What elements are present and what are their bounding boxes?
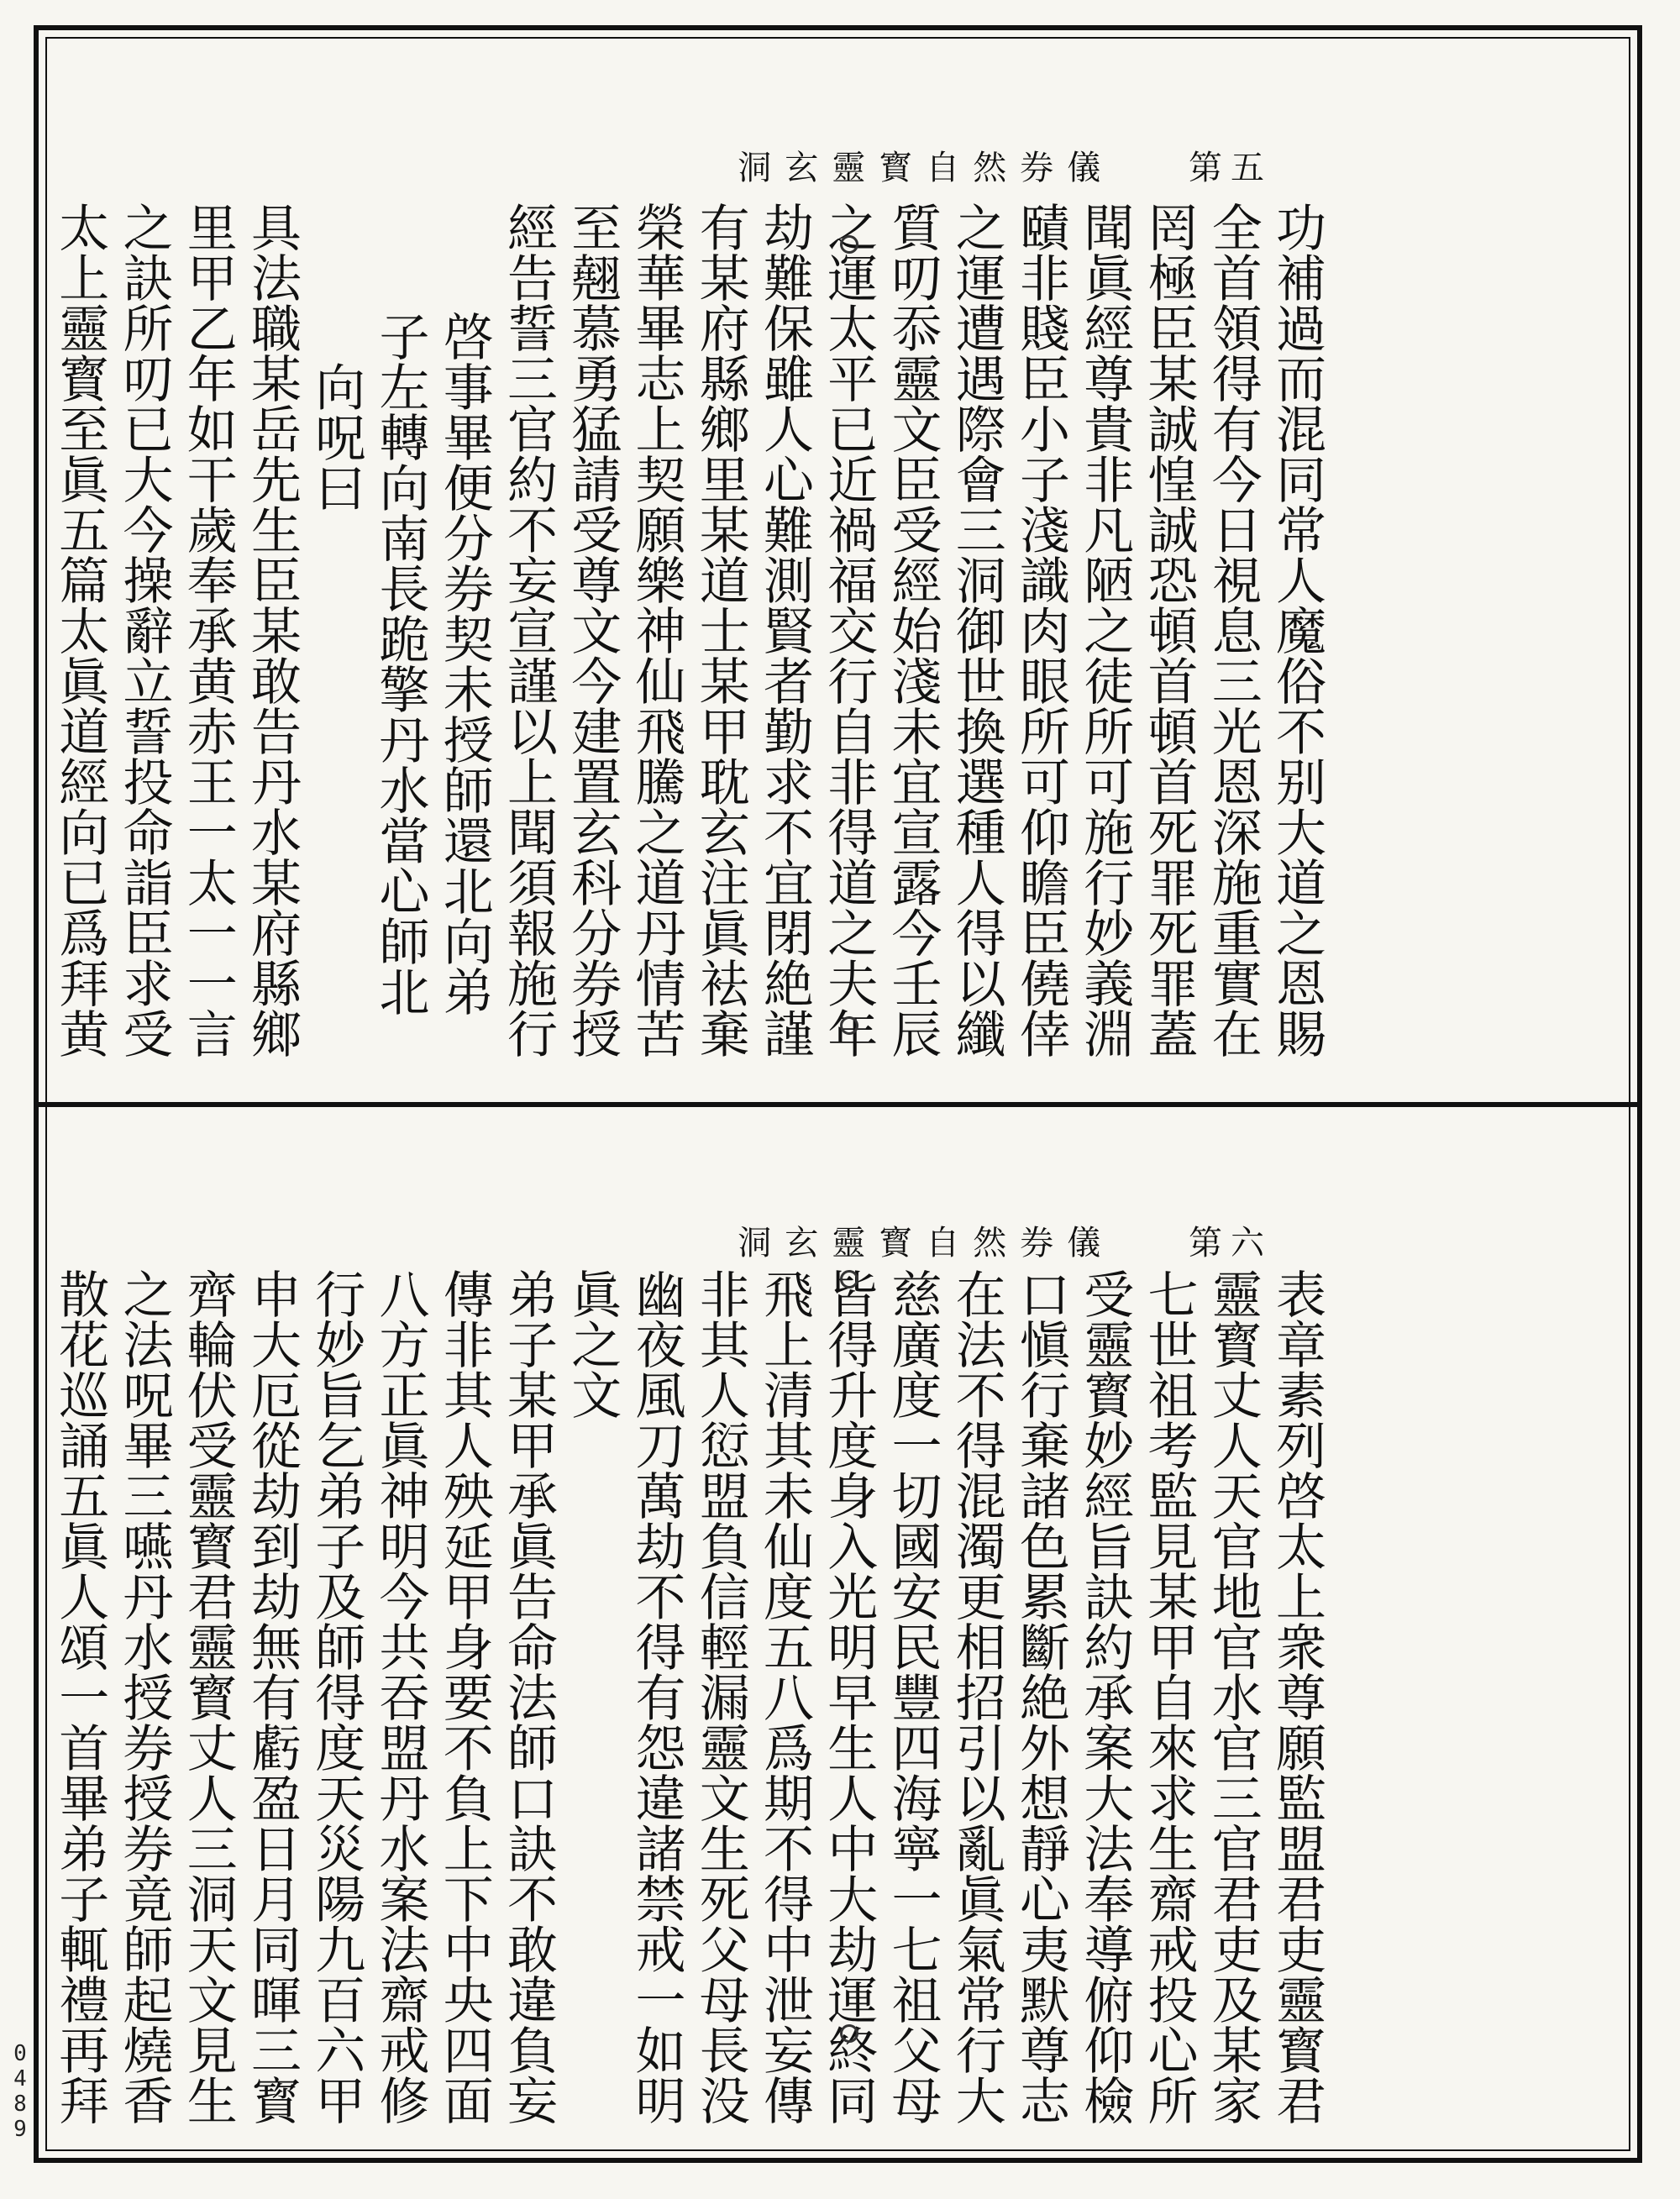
text-column: 之訣所叨已大今操辭立誓投命詣臣求受	[114, 202, 174, 1058]
text-column: 子左轉向南長跪擎丹水當心師北	[370, 311, 430, 1016]
top-page-juan: 第五	[1189, 149, 1273, 187]
punch-hole-mark	[840, 1016, 858, 1035]
text-column: 行妙旨乞弟子及師得度天災陽九百六甲	[307, 1268, 366, 2125]
text-column: 八方正眞神明今共吞盟丹水案法齋戒修	[370, 1268, 430, 2125]
text-column: 至翹慕勇猛請受尊文今建置玄科分券授	[563, 202, 622, 1058]
text-column: 賾非賤臣小子淺識肉眼所可仰瞻臣僥倖	[1011, 202, 1070, 1058]
text-column: 之運太平已近禍福交行自非得道之夫年	[819, 202, 879, 1058]
text-column: 七世祖考監見某甲自來求生齋戒投心所	[1139, 1268, 1199, 2125]
text-column: 受靈寳妙經旨訣約承案大法奉導俯仰檢	[1075, 1268, 1135, 2125]
text-column: 榮華畢志上契願樂神仙飛騰之道丹情苦	[627, 202, 686, 1058]
page-number: 0489	[8, 2041, 33, 2142]
bottom-page-text	[50, 1268, 1331, 2150]
bottom-page-header	[738, 1216, 1273, 1264]
text-column: 口愼行棄諸色累斷絶外想靜心夷默尊志	[1011, 1268, 1070, 2125]
text-column: 之法呪畢三嚥丹水授券授券竟師起燒香	[114, 1268, 174, 2125]
text-column: 質叨忝靈文臣受經始淺未宜宣露今壬辰	[883, 202, 942, 1058]
text-column: 皆得升度身入光明早生人中大劫運終同	[819, 1268, 879, 2125]
top-page-header	[738, 141, 1273, 189]
text-column: 罔極臣某誠惶誠恐頓首頓首死罪死罪蓋	[1139, 202, 1199, 1058]
punch-hole-mark	[840, 1270, 858, 1288]
bottom-page	[50, 1117, 1625, 2150]
page-divider	[34, 1102, 1642, 1107]
text-column: 非其人愆盟負信輕漏靈文生死父母長没	[690, 1268, 750, 2125]
text-column: 齊輪伏受靈寳君靈寳丈人三洞天文見生	[178, 1268, 238, 2125]
text-column: 飛上清其未仙度五八爲期不得中泄妄傳	[755, 1268, 814, 2125]
text-column: 太上靈寳至眞五篇太眞道經向已爲拜黄	[50, 202, 110, 1058]
text-column: 慈廣度一切國安民豐四海寧一七祖父母	[883, 1268, 942, 2125]
punch-hole-mark	[840, 235, 858, 254]
text-column: 眞之文	[563, 1268, 622, 1420]
top-page-text	[50, 202, 1331, 1092]
text-column: 經告誓三官約不妄宣謹以上聞須報施行	[499, 202, 558, 1058]
text-column: 聞眞經尊貴非凡陋之徒所可施行妙義淵	[1075, 202, 1135, 1058]
text-column: 里甲乙年如干歲奉承黄赤王一太一一言	[178, 202, 238, 1058]
bottom-page-juan: 第六	[1189, 1224, 1273, 1262]
text-column: 全首領得有今日視息三光恩深施重實在	[1203, 202, 1263, 1058]
text-column: 劫難保雖人心難測賢者勤求不宜閉絶謹	[755, 202, 814, 1058]
text-column: 幽夜風刀萬劫不得有怨違諸禁戒一如明	[627, 1268, 686, 2125]
top-page	[50, 42, 1625, 1092]
text-column: 有某府縣鄉里某道士某甲耽玄注眞袪棄	[690, 202, 750, 1058]
text-column: 啓事畢便分券契未授師還北向弟	[434, 311, 494, 1016]
top-page-title: 洞玄靈寳自然券儀	[738, 149, 1115, 187]
text-column: 弟子某甲承眞告命法師口訣不敢違負妄	[499, 1268, 558, 2125]
text-column: 向呪曰	[307, 361, 366, 512]
text-column: 傳非其人殃延甲身要不負上下中央四面	[434, 1268, 494, 2125]
text-column: 散花巡誦五眞人頌一首畢弟子輒禮再拜	[50, 1268, 110, 2125]
text-column: 具法職某岳先生臣某敢告丹水某府縣鄉	[243, 202, 302, 1058]
punch-hole-mark	[840, 2024, 858, 2043]
bottom-page-title: 洞玄靈寳自然券儀	[738, 1224, 1115, 1262]
text-column: 功補過而混同常人魔俗不别大道之恩賜	[1268, 202, 1326, 1058]
text-column: 申大厄從劫到劫無有虧盈日月同暉三寳	[243, 1268, 302, 2125]
text-column: 之運遭遇際會三洞御世換選種人得以纖	[947, 202, 1006, 1058]
text-column: 靈寳丈人天官地官水官三官君吏及某家	[1203, 1268, 1263, 2125]
text-column: 在法不得混濁更相招引以亂眞氣常行大	[947, 1268, 1006, 2125]
text-column: 表章素列啓太上衆尊願監盟君吏靈寳君	[1268, 1268, 1326, 2125]
